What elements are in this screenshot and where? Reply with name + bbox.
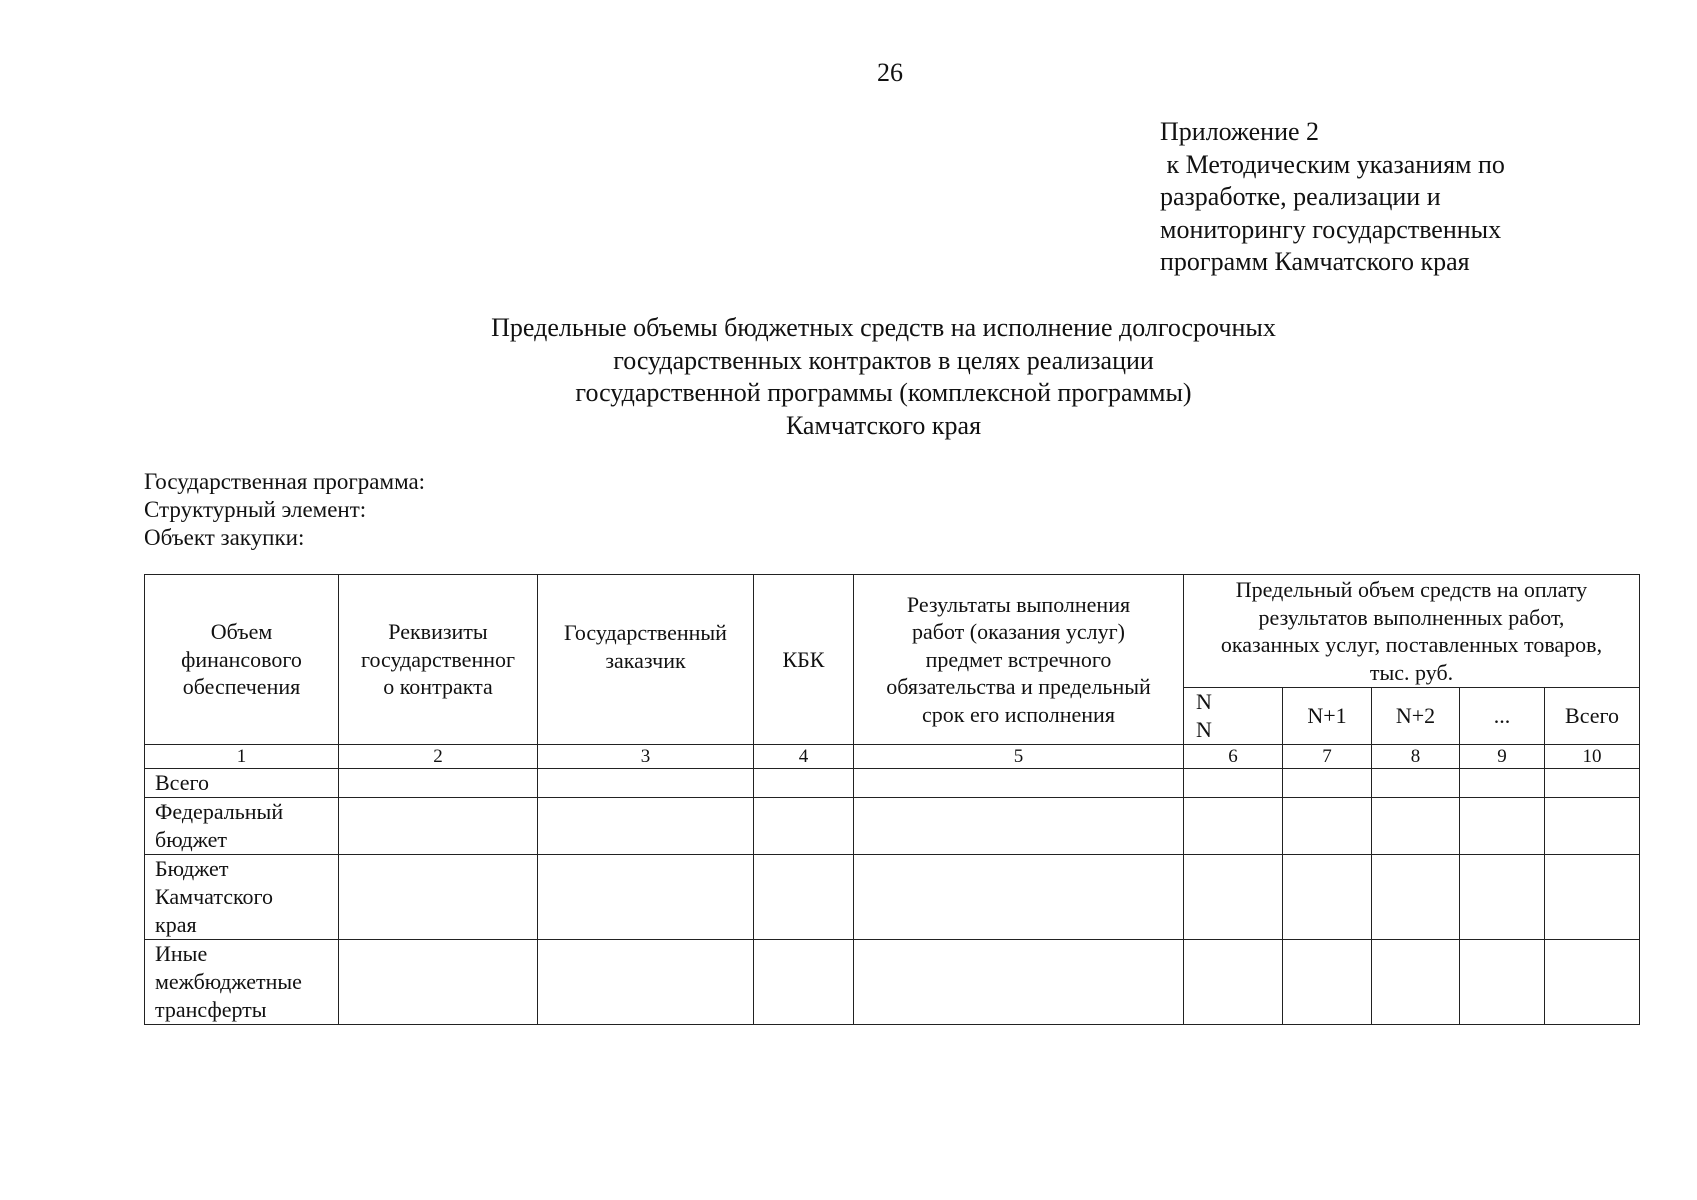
title-line: Камчатского края: [785, 410, 982, 440]
row-label: Всего: [145, 769, 339, 798]
column-number: 5: [854, 745, 1184, 769]
table-cell: [339, 798, 538, 855]
table-cell: [1372, 940, 1460, 1025]
table-row-kamchatka-budget: [145, 855, 1640, 940]
table-cell: [538, 798, 754, 855]
structural-element-label: Структурный элемент:: [144, 497, 367, 522]
table-cell: [339, 855, 538, 940]
table-cell: [754, 769, 854, 798]
table-cell: [754, 940, 854, 1025]
appendix-line: разработке, реализации и: [1160, 182, 1441, 211]
table-cell: [1184, 769, 1283, 798]
table-cell: [1545, 940, 1640, 1025]
table-cell: [1283, 798, 1372, 855]
column-number: 10: [1545, 745, 1640, 769]
table-cell: [854, 798, 1184, 855]
table-cell: [1283, 769, 1372, 798]
table-cell: [538, 769, 754, 798]
table-cell: [339, 769, 538, 798]
table-cell: [1184, 798, 1283, 855]
appendix-line: мониторингу государственных: [1160, 214, 1502, 244]
column-number: 9: [1460, 745, 1545, 769]
table-cell: [854, 940, 1184, 1025]
table-cell: [1372, 855, 1460, 940]
page-number: 26: [877, 58, 903, 87]
budget-limits-table: [144, 574, 1640, 1025]
table-cell: [1184, 940, 1283, 1025]
row-label: Бюджет Камчатского края: [145, 855, 339, 940]
subheader-more-years: ...: [1460, 688, 1545, 745]
header-funding-volume: Объем финансового обеспечения: [145, 575, 339, 745]
header-state-customer: Государственный заказчик: [538, 575, 754, 745]
table-cell: [1372, 769, 1460, 798]
subheader-year-n-plus-2: N+2: [1372, 688, 1460, 745]
subheader-year-n: N N: [1184, 688, 1283, 745]
table-cell: [1460, 798, 1545, 855]
program-label: Государственная программа:: [144, 469, 426, 494]
table-cell: [1184, 855, 1283, 940]
title-line: Предельные объемы бюджетных средств на исполнение долгосрочных: [491, 313, 1276, 342]
table-cell: [1545, 798, 1640, 855]
header-contract-details: Реквизиты государственног о контракта: [339, 575, 538, 745]
table-row-total: [145, 769, 1640, 798]
header-payment-limit-group: Предельный объем средств на оплату результатов выполненных работ, оказанных услуг, поставленных товаров, тыс. руб.: [1184, 575, 1640, 688]
column-number: 6: [1184, 745, 1283, 769]
table-cell: [1545, 855, 1640, 940]
appendix-note: [1160, 116, 1505, 279]
column-number: 8: [1372, 745, 1460, 769]
column-number: 4: [754, 745, 854, 769]
table-cell: [1283, 855, 1372, 940]
table-cell: [1460, 855, 1545, 940]
table-cell: [1460, 769, 1545, 798]
title-line: государственной программы (комплексной программы): [575, 378, 1192, 407]
header-work-results: Результаты выполнения работ (оказания услуг) предмет встречного обязательства и предельный срок его исполнения: [854, 575, 1184, 745]
column-number: 7: [1283, 745, 1372, 769]
title-line: государственных контрактов в целях реализации: [613, 345, 1154, 375]
table-cell: [754, 855, 854, 940]
table-cell: [1372, 798, 1460, 855]
table-cell: [538, 855, 754, 940]
header-kbk: КБК: [754, 575, 854, 745]
table-cell: [1545, 769, 1640, 798]
form-fields: [144, 468, 425, 552]
table-cell: [1460, 940, 1545, 1025]
table-cell: [854, 855, 1184, 940]
row-label: Федеральный бюджет: [145, 798, 339, 855]
table-cell: [339, 940, 538, 1025]
table-row-other-transfers: [145, 940, 1640, 1025]
header-row: [145, 575, 1640, 688]
column-number: 3: [538, 745, 754, 769]
subheader-year-n-plus-1: N+1: [1283, 688, 1372, 745]
appendix-line: Приложение 2: [1160, 117, 1320, 146]
row-label: Иные межбюджетные трансферты: [145, 940, 339, 1025]
table-cell: [538, 940, 754, 1025]
procurement-object-label: Объект закупки:: [144, 525, 305, 550]
subheader-total: Всего: [1545, 688, 1640, 745]
document-title: [0, 312, 1697, 442]
appendix-line: к Методическим указаниям по: [1160, 149, 1505, 179]
column-number: 1: [145, 745, 339, 769]
column-number-row: [145, 745, 1640, 769]
column-number: 2: [339, 745, 538, 769]
table-row-federal-budget: [145, 798, 1640, 855]
table-cell: [854, 769, 1184, 798]
table-cell: [1283, 940, 1372, 1025]
table-cell: [754, 798, 854, 855]
appendix-line: программ Камчатского края: [1160, 247, 1470, 276]
